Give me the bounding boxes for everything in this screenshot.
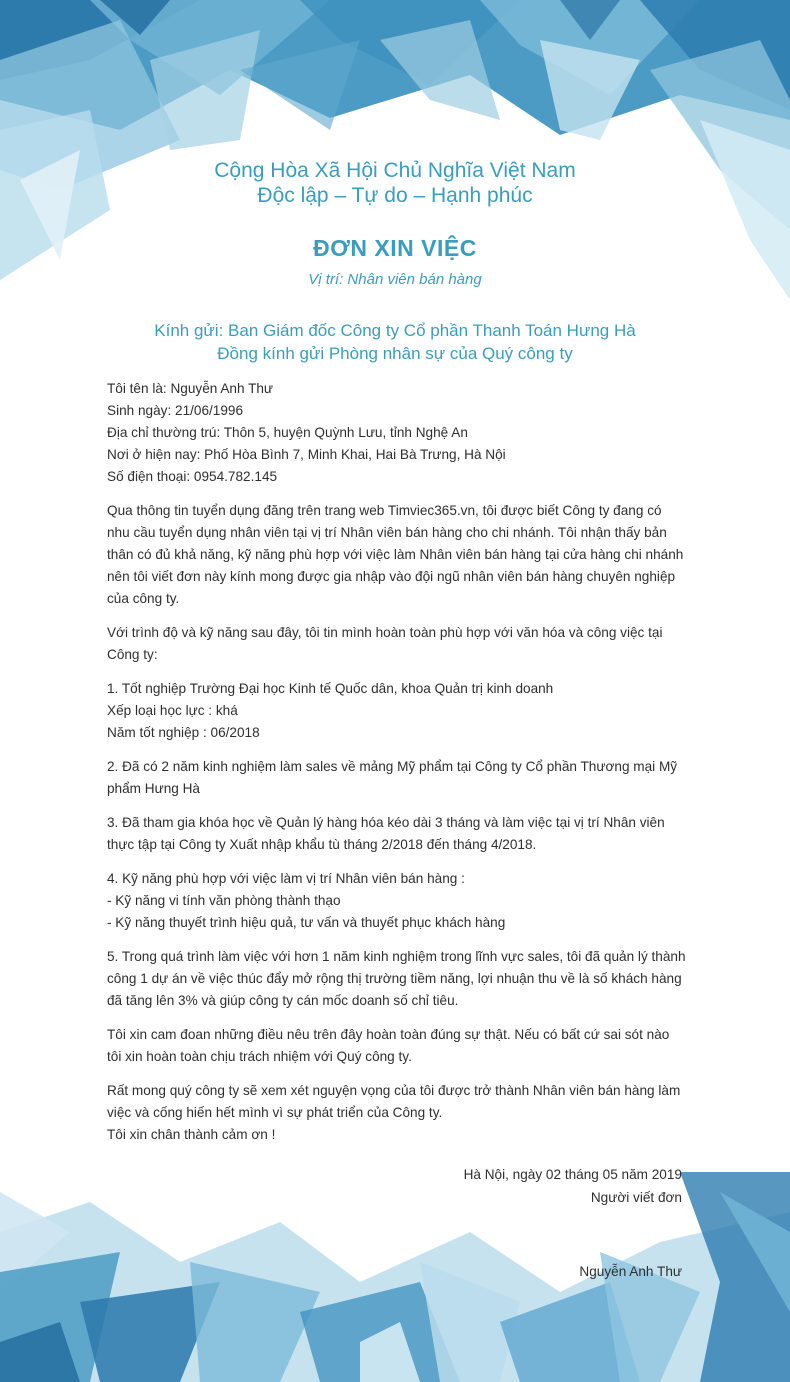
signature-role: Người viết đơn bbox=[590, 1190, 682, 1205]
document-title: ĐƠN XIN VIỆC bbox=[313, 235, 477, 261]
paragraph-qualifications-intro: Với trình độ và kỹ năng sau đây, tôi tin mình hoàn toàn phù hợp với văn hóa và công việc tại Công ty: bbox=[107, 625, 663, 662]
signature-date: Hà Nội, ngày 02 tháng 05 năm 2019 bbox=[463, 1167, 682, 1182]
national-heading: Cộng Hòa Xã Hội Chủ Nghĩa Việt Nam bbox=[214, 159, 576, 182]
paragraph-item-5: 5. Trong quá trình làm việc với hơn 1 năm kinh nghiệm trong lĩnh vực sales, tôi đã quản lý thành công 1 dự án về việc thúc đẩy mở rộng thị trường tiềm năng, lợi nhuận thu về là số khách hàng đã tăng lên 3% và giúp công ty cán mốc doanh số chỉ tiêu. bbox=[107, 949, 686, 1008]
info-birthdate: Sinh ngày: 21/06/1996 bbox=[107, 403, 244, 418]
position-subtitle: Vị trí: Nhân viên bán hàng bbox=[308, 271, 482, 288]
paragraph-closing: Rất mong quý công ty sẽ xem xét nguyện vọng của tôi được trở thành Nhân viên bán hàng làm việc và cống hiến hết mình vì sự phát triển của Công ty. Tôi xin chân thành cảm ơn ! bbox=[107, 1083, 681, 1142]
paragraph-item-1: 1. Tốt nghiệp Trường Đại học Kinh tế Quốc dân, khoa Quản trị kinh doanh Xếp loại học lực : khá Năm tốt nghiệp : 06/2018 bbox=[107, 681, 554, 740]
paragraph-commitment: Tôi xin cam đoan những điều nêu trên đây hoàn toàn đúng sự thật. Nếu có bất cứ sai sót nào tôi xin hoàn toàn chịu trách nhiệm với Quý công ty. bbox=[107, 1027, 670, 1064]
paragraph-item-3: 3. Đã tham gia khóa học về Quản lý hàng hóa kéo dài 3 tháng và làm việc tại vị trí Nhân viên thực tập tại Công ty Xuất nhập khẩu tù tháng 2/2018 đến tháng 4/2018. bbox=[107, 815, 665, 852]
recipient-line-2: Đồng kính gửi Phòng nhân sự của Quý công ty bbox=[217, 344, 573, 363]
info-name: Tôi tên là: Nguyễn Anh Thư bbox=[107, 381, 274, 396]
info-current-address: Nơi ở hiện nay: Phố Hòa Bình 7, Minh Khai, Hai Bà Trưng, Hà Nội bbox=[107, 447, 506, 462]
national-motto: Độc lập – Tự do – Hạnh phúc bbox=[257, 184, 533, 207]
signature-name: Nguyễn Anh Thư bbox=[579, 1264, 682, 1279]
paragraph-item-2: 2. Đã có 2 năm kinh nghiệm làm sales về mảng Mỹ phẩm tại Công ty Cổ phần Thương mại Mỹ phẩm Hưng Hà bbox=[107, 759, 678, 796]
letter-body bbox=[107, 500, 687, 1158]
paragraph-item-4: 4. Kỹ năng phù hợp với việc làm vị trí Nhân viên bán hàng : - Kỹ năng vi tính văn phòng thành thạo - Kỹ năng thuyết trình hiệu quả, tư vấn và thuyết phục khách hàng bbox=[107, 871, 506, 930]
recipient-line-1: Kính gửi: Ban Giám đốc Công ty Cổ phần Thanh Toán Hưng Hà bbox=[154, 321, 636, 340]
info-permanent-address: Địa chỉ thường trú: Thôn 5, huyện Quỳnh Lưu, tỉnh Nghệ An bbox=[107, 425, 468, 440]
personal-info bbox=[107, 378, 687, 488]
info-phone: Số điện thoại: 0954.782.145 bbox=[107, 469, 278, 484]
paragraph-intro: Qua thông tin tuyển dụng đăng trên trang web Timviec365.vn, tôi được biết Công ty đang có nhu cầu tuyển dụng nhân viên tại vị trí Nhân viên bán hàng cho chi nhánh. Tôi nhận thấy bản thân có đủ khả năng, kỹ năng phù hợp với việc làm Nhân viên bán hàng tại cửa hàng chi nhánh nên tôi viết đơn này kính mong được gia nhập vào đội ngũ nhân viên bán hàng chuyên nghiệp của công ty. bbox=[107, 503, 684, 606]
